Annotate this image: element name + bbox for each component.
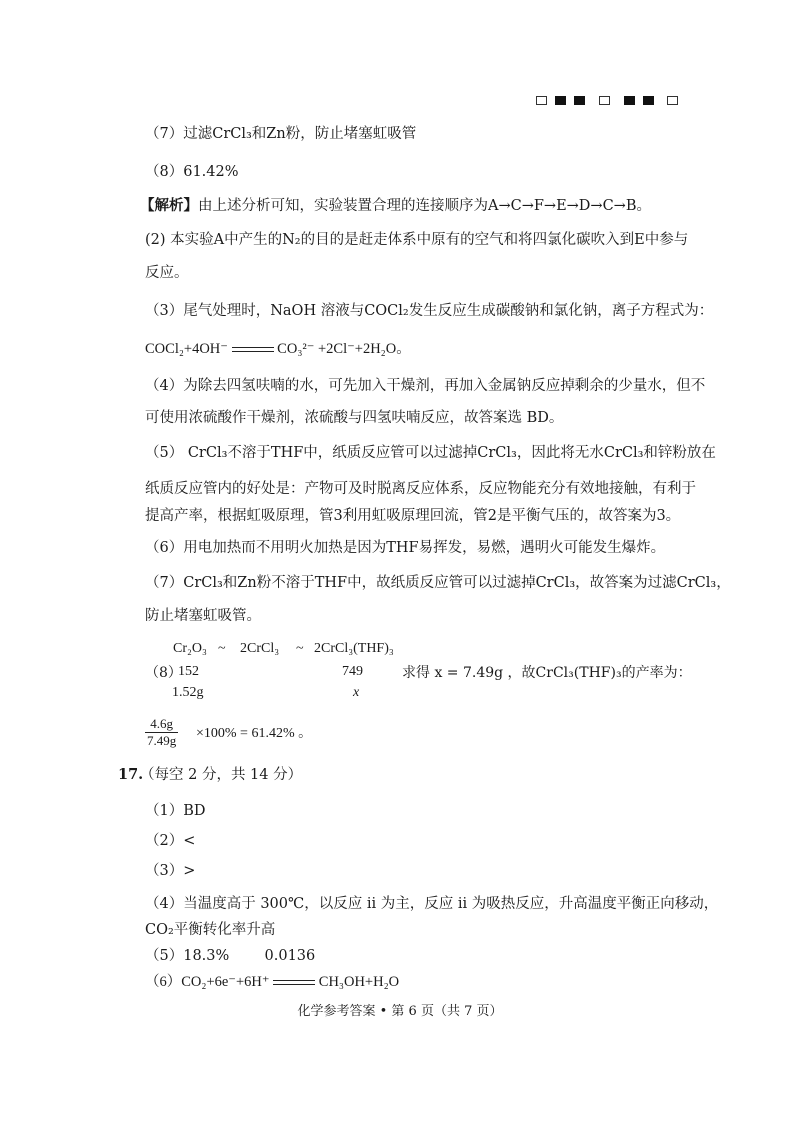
q17-answer-3: （3）> [145, 863, 196, 879]
analysis-6: （6）用电加热而不用明火加热是因为THF易挥发，易燃，遇明火可能发生爆炸。 [145, 540, 666, 556]
header-mark [555, 96, 566, 105]
ionic-equation [145, 339, 411, 359]
equation-left: COCl₂+4OH⁻ [145, 341, 228, 357]
q17-answer-6 [145, 972, 399, 992]
analysis-7-line1: （7）CrCl₃和Zn粉不溶于THF中，故纸质反应管可以过滤掉CrCl₃，故答案为过滤CrCl₃， [145, 575, 731, 591]
header-mark [536, 96, 547, 105]
header-mark [667, 96, 678, 105]
fraction-numerator: 4.6g [145, 716, 178, 733]
answer-7: （7）过滤CrCl₃和Zn粉，防止堵塞虹吸管 [145, 126, 417, 142]
q17-answer-5 [145, 946, 315, 966]
header-mark [643, 96, 654, 105]
header-mark [599, 96, 610, 105]
q17-answer-4-line2: CO₂平衡转化率升高 [145, 922, 276, 938]
stoich-crcl3-thf: 2CrCl₃(THF)₃ [314, 641, 394, 656]
stoich-tilde-2: ~ [296, 641, 304, 656]
stoich-molar-mass-2: 749 [342, 664, 363, 679]
equation-right: CO₃²⁻ +2Cl⁻+2H₂O。 [277, 341, 411, 357]
yield-fraction [145, 716, 178, 749]
q17-answer-1: （1）BD [145, 803, 206, 819]
analysis-7-line2: 防止堵塞虹吸管。 [145, 608, 261, 624]
stoich-crcl3: 2CrCl₃ [240, 641, 280, 656]
analysis-2-line2: 反应。 [145, 265, 189, 281]
stoich-molar-mass-1: 152 [178, 664, 199, 679]
question-17-header: （每空 2 分，共 14 分） [140, 767, 303, 783]
analysis-5-line2: 纸质反应管内的好处是：产物可及时脱离反应体系，反应物能充分有效地接触，有利于 [145, 481, 696, 497]
analysis-3-line1: （3）尾气处理时，NaOH 溶液与COCl₂发生反应生成碳酸钠和氯化钠，离子方程式为： [145, 303, 714, 319]
fraction-denominator: 7.49g [147, 733, 177, 748]
question-17-number: 17. [118, 766, 144, 783]
analysis-4-line2: 可使用浓硫酸作干燥剂，浓硫酸与四氢呋喃反应，故答案选 BD。 [145, 410, 564, 426]
equals-sign [232, 346, 274, 354]
header-mark [624, 96, 635, 105]
electrode-equation-left: （6）CO₂+6e⁻+6H⁺ [145, 974, 270, 990]
q17-answer-2: （2）< [145, 833, 196, 849]
q17-answer-4-line1: （4）当温度高于 300℃，以反应 ⅱ 为主，反应 ⅱ 为吸热反应，升高温度平衡正向移动， [145, 896, 719, 912]
page-footer: 化学参考答案 • 第 6 页（共 7 页） [297, 1004, 503, 1019]
header-mark [574, 96, 585, 105]
answer-5-value: 0.0136 [264, 948, 316, 964]
electrode-equation-right: CH₃OH+H₂O [318, 974, 400, 990]
analysis-5-line3: 提高产率，根据虹吸原理，管3利用虹吸原理回流，管2是平衡气压的，故答案为3。 [145, 508, 681, 524]
analysis-5-line1: （5） CrCl₃不溶于THF中，纸质反应管可以过滤掉CrCl₃，因此将无水CrCl₃和锌粉放在 [145, 445, 716, 461]
answer-8: （8）61.42% [145, 164, 239, 180]
answer-5-percent: （5）18.3% [145, 948, 230, 964]
stoich-cr2o3: Cr₂O₃ [173, 641, 207, 656]
analysis-8-label: （8） [145, 665, 182, 681]
stoich-tilde-1: ~ [218, 641, 226, 656]
analysis-text: 由上述分析可知，实验装置合理的连接顺序为A→C→F→E→D→C→B。 [198, 198, 651, 214]
analysis-intro [140, 196, 651, 216]
analysis-2-line1: (2) 本实验A中产生的N₂的目的是赶走体系中原有的空气和将四氯化碳吹入到E中参与 [145, 232, 689, 248]
stoich-result-text: 求得 x = 7.49g ，故CrCl₃(THF)₃的产率为： [402, 665, 692, 681]
stoich-mass-given: 1.52g [172, 685, 204, 700]
stoich-unknown-x: x [353, 685, 360, 700]
analysis-4-line1: （4）为除去四氢呋喃的水，可先加入干燥剂，再加入金属钠反应掉剩余的少量水，但不 [145, 378, 706, 394]
equals-sign [273, 979, 315, 987]
yield-result: ×100% = 61.42% 。 [196, 726, 313, 741]
analysis-label: 【解析】 [140, 197, 198, 214]
